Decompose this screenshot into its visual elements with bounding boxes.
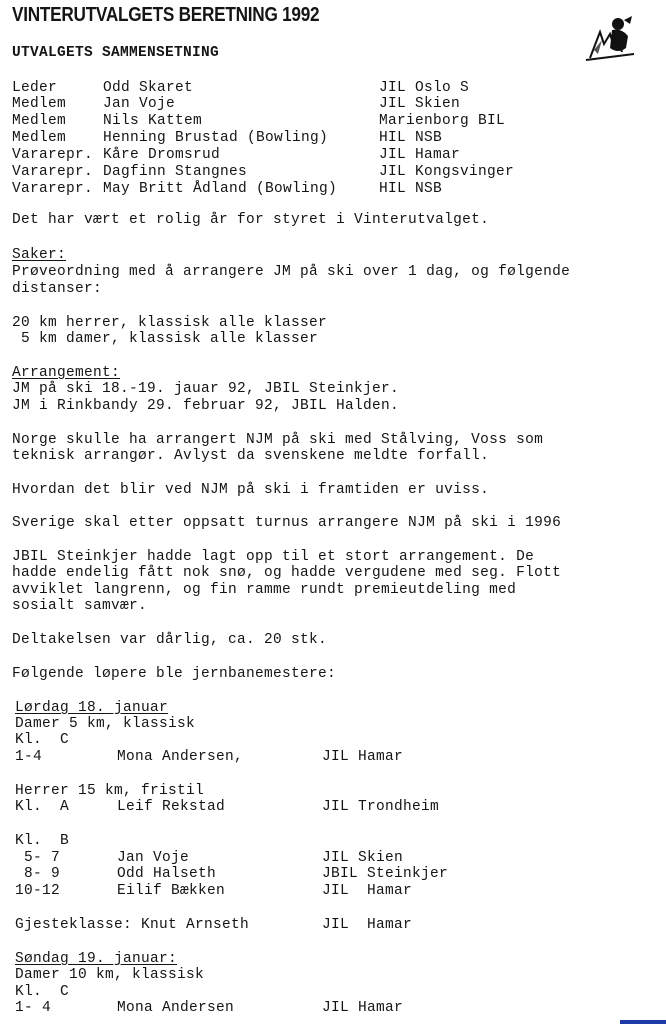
race-heading: Damer 5 km, klassisk	[15, 716, 196, 732]
saker-line: distanser:	[12, 281, 103, 297]
njm-paragraph-line: teknisk arrangør. Avlyst da svenskene meldte forfall.	[12, 448, 490, 464]
member-name: Dagfinn Stangnes	[103, 164, 248, 180]
member-club: JIL Oslo S	[379, 80, 470, 96]
member-name: Jan Voje	[103, 96, 176, 112]
result-place: 8- 9	[15, 866, 61, 882]
class-label: Kl. C	[15, 732, 70, 748]
section-heading-composition: UTVALGETS SAMMENSETNING	[12, 45, 220, 61]
result-name: Eilif Bækken	[117, 883, 226, 899]
member-club: JIL Kongsvinger	[379, 164, 515, 180]
result-club: JBIL Steinkjer	[322, 866, 449, 882]
member-role: Vararepr.	[12, 164, 94, 180]
member-name: Nils Kattem	[103, 113, 203, 129]
steinkjer-paragraph-line: hadde endelig fått nok snø, og hadde vergudene med seg. Flott	[12, 565, 562, 581]
member-club: JIL Skien	[379, 96, 461, 112]
distance-line: 20 km herrer, klassisk alle klasser	[12, 315, 328, 331]
result-place: 1-4	[15, 749, 43, 765]
result-club: JIL Trondheim	[322, 799, 440, 815]
participation-paragraph: Deltakelsen var dårlig, ca. 20 stk.	[12, 632, 328, 648]
member-club: HIL NSB	[379, 181, 443, 197]
member-role: Leder	[12, 80, 58, 96]
guest-class-club: JIL Hamar	[322, 917, 413, 933]
member-name: May Britt Ådland (Bowling)	[103, 181, 338, 197]
intro-paragraph: Det har vært et rolig år for styret i Vinterutvalget.	[12, 212, 490, 228]
distance-line: 5 km damer, klassisk alle klasser	[12, 331, 319, 347]
result-name: Mona Andersen	[117, 1000, 235, 1016]
result-club: JIL Hamar	[322, 749, 404, 765]
page-edge-marker	[620, 1020, 666, 1024]
njm-paragraph-line: Norge skulle ha arrangert NJM på ski med Stålving, Voss som	[12, 432, 544, 448]
section-heading-arrangement: Arrangement:	[12, 365, 121, 381]
arrangement-line: JM på ski 18.-19. jauar 92, JBIL Steinkjer.	[12, 381, 400, 397]
result-name: Mona Andersen,	[117, 749, 244, 765]
steinkjer-paragraph-line: sosialt samvær.	[12, 598, 148, 614]
member-role: Vararepr.	[12, 181, 94, 197]
guest-class-label: Gjesteklasse: Knut Arnseth	[15, 917, 250, 933]
saker-line: Prøveordning med å arrangere JM på ski over 1 dag, og følgende	[12, 264, 571, 280]
result-club: JIL Hamar	[322, 883, 413, 899]
steinkjer-paragraph-line: avviklet langrenn, og fin ramme rundt premieutdeling med	[12, 582, 517, 598]
result-place: Kl. A	[15, 799, 70, 815]
member-role: Medlem	[12, 130, 67, 146]
sweden-paragraph: Sverige skal etter oppsatt turnus arrangere NJM på ski i 1996	[12, 515, 562, 531]
result-name: Odd Halseth	[117, 866, 217, 882]
race-heading: Damer 10 km, klassisk	[15, 967, 205, 983]
result-club: JIL Skien	[322, 850, 404, 866]
sunday-heading: Søndag 19. januar:	[15, 951, 178, 967]
member-role: Medlem	[12, 96, 67, 112]
member-name: Odd Skaret	[103, 80, 194, 96]
class-label: Kl. C	[15, 984, 70, 1000]
saturday-heading: Lørdag 18. januar	[15, 700, 169, 716]
member-role: Vararepr.	[12, 147, 94, 163]
steinkjer-paragraph-line: JBIL Steinkjer hadde lagt opp til et stort arrangement. De	[12, 549, 535, 565]
section-heading-saker: Saker:	[12, 247, 67, 263]
result-club: JIL Hamar	[322, 1000, 404, 1016]
member-name: Kåre Dromsrud	[103, 147, 221, 163]
result-name: Jan Voje	[117, 850, 190, 866]
result-place: 1- 4	[15, 1000, 52, 1016]
member-name: Henning Brustad (Bowling)	[103, 130, 329, 146]
member-club: JIL Hamar	[379, 147, 461, 163]
race-heading: Herrer 15 km, fristil	[15, 783, 205, 799]
member-club: HIL NSB	[379, 130, 443, 146]
result-name: Leif Rekstad	[117, 799, 226, 815]
result-place: 10-12	[15, 883, 61, 899]
future-paragraph: Hvordan det blir ved NJM på ski i framtiden er uviss.	[12, 482, 490, 498]
skier-logo-icon	[582, 14, 638, 66]
result-place: 5- 7	[15, 850, 61, 866]
member-club: Marienborg BIL	[379, 113, 506, 129]
champions-intro: Følgende løpere ble jernbanemestere:	[12, 666, 337, 682]
arrangement-line: JM i Rinkbandy 29. februar 92, JBIL Halden.	[12, 398, 400, 414]
class-label: Kl. B	[15, 833, 70, 849]
member-role: Medlem	[12, 113, 67, 129]
page-title: VINTERUTVALGETS BERETNING 1992	[12, 4, 320, 26]
